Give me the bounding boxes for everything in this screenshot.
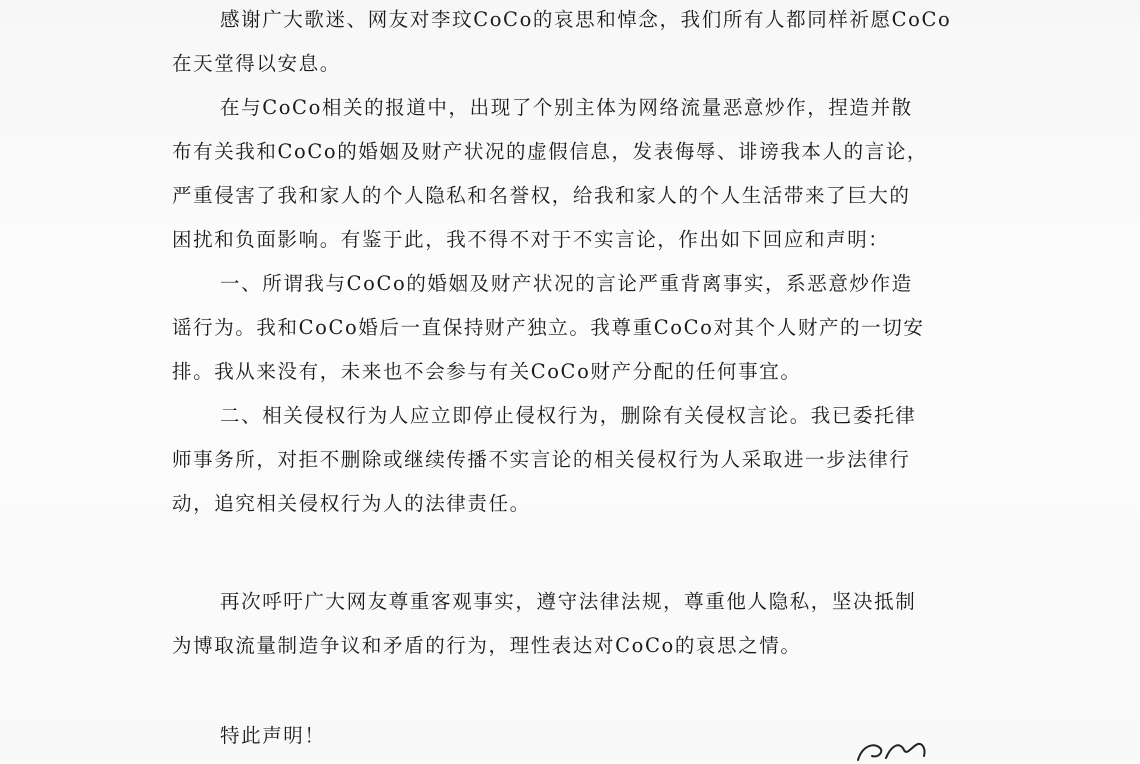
closing-declaration: 特此声明！ [220,724,326,747]
paragraph-1-line-2: 在天堂得以安息。 [172,52,341,75]
paragraph-3-line-3: 排。我从来没有，未来也不会参与有关CoCo财产分配的任何事宜。 [172,360,802,383]
paragraph-4-line-2: 师事务所，对拒不删除或继续传播不实言论的相关侵权行为人采取进一步法律行 [172,448,911,471]
paragraph-2-line-2: 布有关我和CoCo的婚姻及财产状况的虚假信息，发表侮辱、诽谤我本人的言论， [172,140,929,163]
paragraph-2-line-4: 困扰和负面影响。有鉴于此，我不得不对于不实言论，作出如下回应和声明： [172,228,890,251]
paragraph-2-line-3: 严重侵害了我和家人的个人隐私和名誉权，给我和家人的个人生活带来了巨大的 [172,184,911,207]
handwritten-signature [852,738,932,764]
paragraph-3-line-1: 一、所谓我与CoCo的婚姻及财产状况的言论严重背离事实，系恶意炒作造 [220,272,913,295]
paragraph-2-line-1: 在与CoCo相关的报道中，出现了个别主体为网络流量恶意炒作，捏造并散 [220,96,913,119]
paragraph-4-line-3: 动，追究相关侵权行为人的法律责任。 [172,492,531,515]
paragraph-5-line-2: 为博取流量制造争议和矛盾的行为，理性表达对CoCo的哀思之情。 [172,634,802,657]
paragraph-4-line-1: 二、相关侵权行为人应立即停止侵权行为，删除有关侵权言论。我已委托律 [220,404,917,427]
paragraph-1-line-1: 感谢广大歌迷、网友对李玟CoCo的哀思和悼念，我们所有人都同样祈愿CoCo [220,8,952,31]
paragraph-5-line-1: 再次呼吁广大网友尊重客观事实，遵守法律法规，尊重他人隐私，坚决抵制 [220,590,917,613]
paragraph-3-line-2: 谣行为。我和CoCo婚后一直保持财产独立。我尊重CoCo对其个人财产的一切安 [172,316,925,339]
